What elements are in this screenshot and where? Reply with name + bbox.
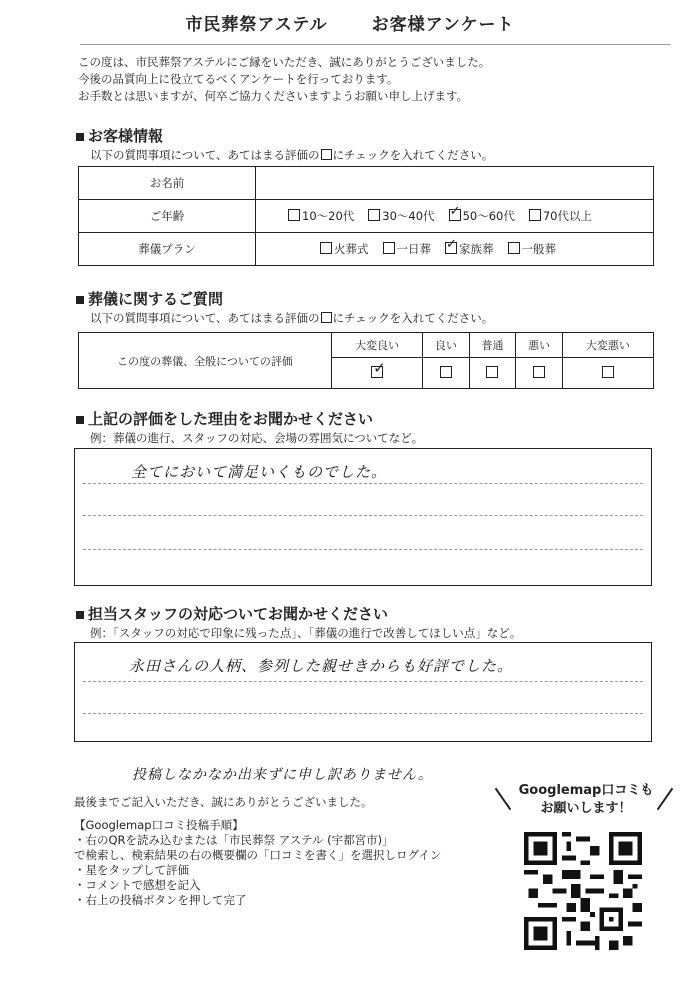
checkbox-icon[interactable]	[320, 242, 332, 254]
reason-answer-box[interactable]	[74, 448, 652, 586]
funeral-questions-heading: 葬儀に関するご質問	[76, 288, 223, 309]
funeral-questions-instruction: 以下の質問事項について、あてはまる評価の にチェックを入れてください。	[90, 311, 494, 325]
ruled-line	[83, 549, 643, 550]
plan-options	[256, 233, 654, 266]
header-divider	[80, 44, 670, 45]
checked-checkbox-icon[interactable]	[445, 242, 457, 254]
checkbox-symbol-icon	[321, 312, 332, 323]
reason-handwritten-answer: 全てにおいて満足いくものでした。	[131, 463, 388, 481]
age-option[interactable]: 10～20代	[288, 208, 354, 224]
checked-checkbox-icon[interactable]	[449, 209, 461, 221]
rating-header: 悪い	[516, 333, 563, 358]
checkbox-symbol-icon	[321, 149, 332, 160]
customer-info-heading: お客様情報	[76, 125, 163, 146]
age-label: ご年齢	[79, 200, 256, 233]
company-name: 市民葬祭アステル	[185, 15, 328, 35]
google-review-steps: 【Googlemap口コミ投稿手順】 ・右のQRを読み込むまたは「市民葬祭 アステル (宇都宮市)」 で検索し、検索結果の右の概要欄の「口コミを書く」を選択しログイン ・星をタップして評価 ・コメントで感想を記入 ・右上の投稿ボタンを押して完了	[74, 818, 442, 907]
evaluation-table	[78, 332, 654, 389]
survey-title	[0, 10, 700, 35]
reason-heading: 上記の評価をした理由をお聞かせください	[76, 408, 373, 429]
ruled-line	[83, 713, 643, 714]
checkbox-icon[interactable]	[529, 209, 541, 221]
intro-text: この度は、市民葬祭アステルにご縁をいただき、誠にありがとうございました。 今後の品質向上に役立てるべくアンケートを行っております。 お手数とは思いますが、何卒ご協力くださいますようお願い申し上げます。	[78, 55, 491, 103]
rating-header: 普通	[469, 333, 516, 358]
name-label: お名前	[79, 167, 256, 200]
name-field[interactable]	[256, 167, 654, 200]
staff-handwritten-answer: 永田さんの人柄、参列した親せきからも好評でした。	[129, 657, 514, 675]
checkbox-icon[interactable]	[368, 209, 380, 221]
closing-thanks: 最後までご記入いただき、誠にありがとうございました。	[74, 795, 373, 809]
ruled-line	[83, 681, 643, 682]
rating-checkbox-icon[interactable]	[440, 366, 452, 378]
age-option[interactable]: 70代以上	[529, 208, 592, 224]
staff-heading: 担当スタッフの対応ついてお聞かせください	[76, 603, 388, 624]
age-options	[256, 200, 654, 233]
handwritten-note: 投稿しなかなか出来ずに申し訳ありません。	[132, 767, 433, 783]
rating-checkbox-icon[interactable]	[533, 366, 545, 378]
plan-label: 葬儀プラン	[79, 233, 256, 266]
checkbox-icon[interactable]	[508, 242, 520, 254]
form-title: お客様アンケート	[371, 15, 515, 35]
reason-example: 例：葬儀の進行、スタッフの対応、会場の雰囲気についてなど。	[90, 431, 424, 445]
ruled-line	[83, 515, 643, 516]
ruled-line	[83, 483, 643, 484]
age-option[interactable]: 30～40代	[368, 208, 434, 224]
rating-checkbox-icon[interactable]	[602, 366, 614, 378]
customer-info-instruction: 以下の質問事項について、あてはまる評価の にチェックを入れてください。	[90, 148, 494, 162]
customer-info-table	[78, 166, 654, 266]
plan-option[interactable]: 一日葬	[383, 241, 432, 257]
staff-example: 例：「スタッフの対応で印象に残った点」、「葬儀の進行で改善してほしい点」など。	[90, 626, 522, 640]
rating-checked-checkbox-icon[interactable]	[371, 366, 383, 378]
qr-code-icon[interactable]	[524, 832, 642, 950]
checkbox-icon[interactable]	[288, 209, 300, 221]
google-callout: Googlemap口コミも お願いします！	[518, 783, 654, 816]
plan-option[interactable]: ✓ 家族葬	[445, 241, 494, 257]
plan-option[interactable]: 火葬式	[320, 241, 369, 257]
checkbox-icon[interactable]	[383, 242, 395, 254]
rating-header: 大変良い	[332, 333, 423, 358]
plan-option[interactable]: 一般葬	[508, 241, 557, 257]
rating-header: 良い	[423, 333, 470, 358]
rating-checkbox-icon[interactable]	[486, 366, 498, 378]
evaluation-question: この度の葬儀、全般についての評価	[79, 333, 332, 389]
rating-header: 大変悪い	[562, 333, 653, 358]
age-option[interactable]: ✓ 50～60代	[449, 208, 515, 224]
staff-answer-box[interactable]	[74, 642, 652, 742]
